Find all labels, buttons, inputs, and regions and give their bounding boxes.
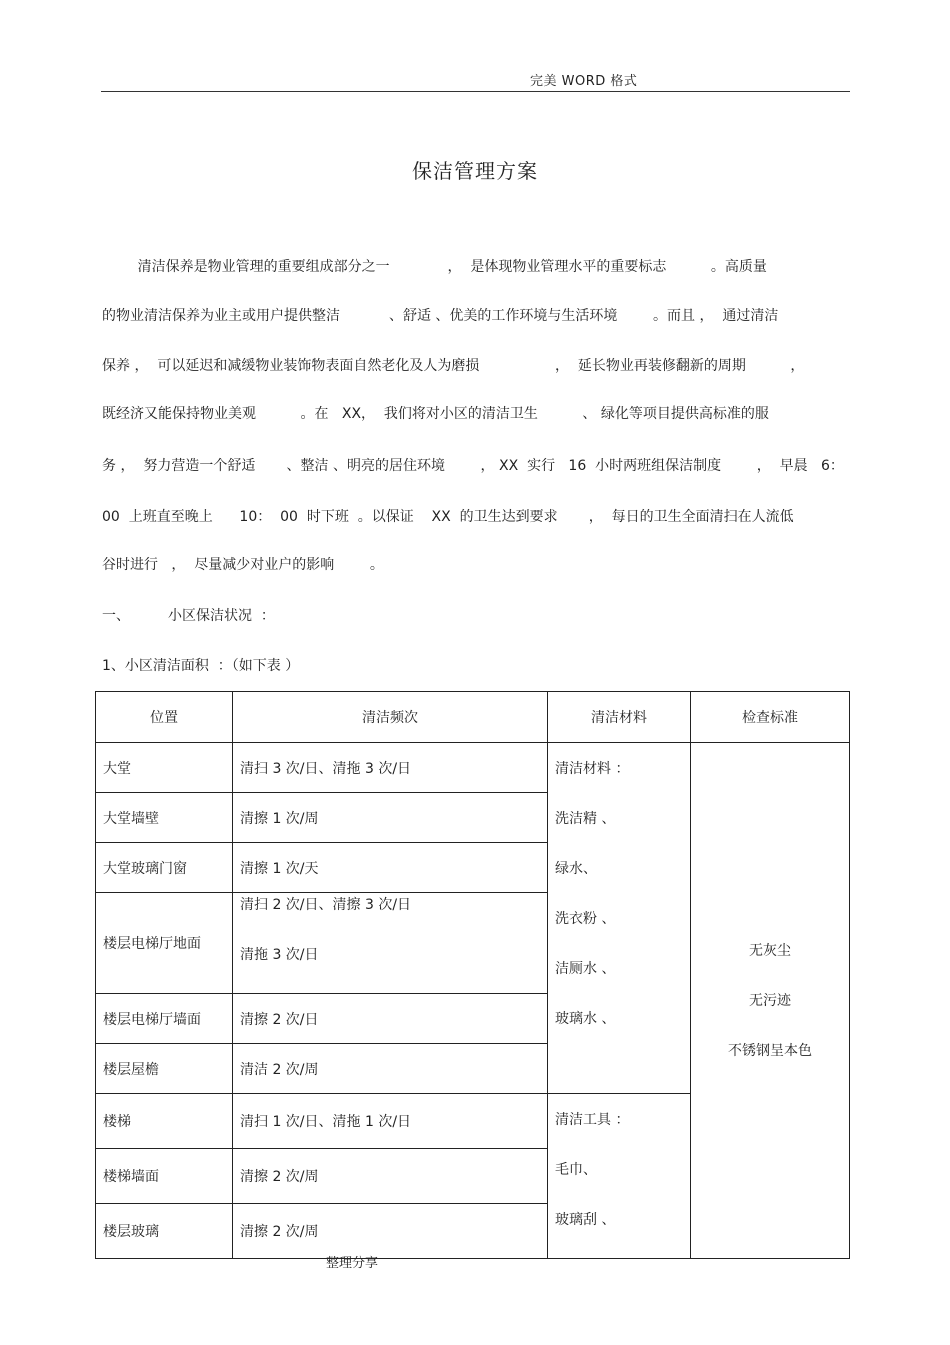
intro-line: 的物业清洁保养为业主或用户提供整洁 、舒适 、优美的工作环境与生活环境 。而且 ， 通过清洁 bbox=[102, 308, 779, 324]
table-header-row bbox=[96, 692, 850, 743]
document-title: 保洁管理方案 bbox=[412, 159, 538, 183]
location-cell: 大堂 bbox=[96, 743, 233, 793]
intro-line: 既经济又能保持物业美观 。在 XX， 我们将对小区的清洁卫生 、 绿化等项目提供高标准的服 bbox=[102, 406, 769, 422]
frequency-line: 清扫 2 次/日、清擦 3 次/日 bbox=[240, 897, 412, 913]
frequency-cell: 清擦 2 次/日 bbox=[233, 994, 548, 1044]
intro-line: 保养 ， 可以延迟和减缓物业装饰物表面自然老化及人为磨损 ， 延长物业再装修翻新的周期 ， bbox=[102, 358, 805, 374]
material-item: 洁厕水 、 bbox=[555, 961, 616, 977]
standard-item: 不锈钢呈本色 bbox=[728, 1042, 812, 1059]
frequency-cell: 清洁 2 次/周 bbox=[233, 1044, 548, 1094]
tool-item: 玻璃刮 、 bbox=[555, 1212, 616, 1228]
frequency-cell: 清擦 1 次/周 bbox=[233, 793, 548, 843]
tool-item: 清洁工具 ： bbox=[555, 1112, 630, 1128]
frequency-cell: 清擦 2 次/周 bbox=[233, 1149, 548, 1204]
header-divider bbox=[101, 91, 850, 92]
frequency-line: 清拖 3 次/日 bbox=[240, 947, 319, 963]
header-cell: 清洁材料 bbox=[548, 692, 691, 743]
location-cell: 楼层玻璃 bbox=[96, 1204, 233, 1259]
standards-cell bbox=[691, 743, 850, 1259]
frequency-cell bbox=[233, 893, 548, 994]
tools-cell bbox=[548, 1094, 691, 1259]
frequency-cell: 清扫 3 次/日、清拖 3 次/日 bbox=[233, 743, 548, 793]
intro-line: 00 上班直至晚上 10： 00 时下班 。以保证 XX 的卫生达到要求 ， 每日的卫生全面清扫在人流低 bbox=[102, 509, 794, 525]
standard-item: 无污迹 bbox=[749, 992, 791, 1009]
location-cell: 大堂玻璃门窗 bbox=[96, 843, 233, 893]
table-row bbox=[96, 743, 850, 793]
section-number: 一、 bbox=[102, 608, 130, 624]
section-title: 小区保洁状况 ： bbox=[168, 608, 275, 624]
tool-item: 毛巾、 bbox=[555, 1162, 597, 1178]
header-cell: 检查标准 bbox=[691, 692, 850, 743]
location-cell: 楼层电梯厅地面 bbox=[96, 893, 233, 994]
cleaning-schedule-table bbox=[95, 691, 850, 1259]
location-cell: 楼梯 bbox=[96, 1094, 233, 1149]
location-cell: 大堂墙壁 bbox=[96, 793, 233, 843]
material-item: 洗洁精 、 bbox=[555, 811, 616, 827]
material-item: 玻璃水 、 bbox=[555, 1011, 616, 1027]
material-item: 清洁材料 ： bbox=[555, 761, 630, 777]
page-footer: 整理分享 bbox=[326, 1256, 379, 1271]
intro-line: 谷时进行 ， 尽量减少对业户的影响 。 bbox=[102, 557, 384, 573]
header-cell: 位置 bbox=[96, 692, 233, 743]
material-item: 绿水、 bbox=[555, 861, 597, 877]
location-cell: 楼层电梯厅墙面 bbox=[96, 994, 233, 1044]
location-cell: 楼梯墙面 bbox=[96, 1149, 233, 1204]
intro-line: 务 ， 努力营造一个舒适 、整洁 、明亮的居住环境 ， XX 实行 16 小时两班组保洁制度 ， 早晨 6： bbox=[102, 458, 844, 474]
page-header: 完美 WORD 格式 bbox=[530, 74, 638, 89]
material-item: 洗衣粉 、 bbox=[555, 911, 616, 927]
location-cell: 楼层屋檐 bbox=[96, 1044, 233, 1094]
standard-item: 无灰尘 bbox=[749, 942, 791, 959]
frequency-cell: 清擦 1 次/天 bbox=[233, 843, 548, 893]
intro-line: 清洁保养是物业管理的重要组成部分之一 ， 是体现物业管理水平的重要标志 。高质量 bbox=[102, 259, 767, 275]
materials-cell bbox=[548, 743, 691, 1094]
subsection-title: 1、小区清洁面积 ：（如下表 ） bbox=[102, 658, 300, 674]
header-cell: 清洁频次 bbox=[233, 692, 548, 743]
frequency-cell: 清擦 2 次/周 bbox=[233, 1204, 548, 1259]
frequency-cell: 清扫 1 次/日、清拖 1 次/日 bbox=[233, 1094, 548, 1149]
